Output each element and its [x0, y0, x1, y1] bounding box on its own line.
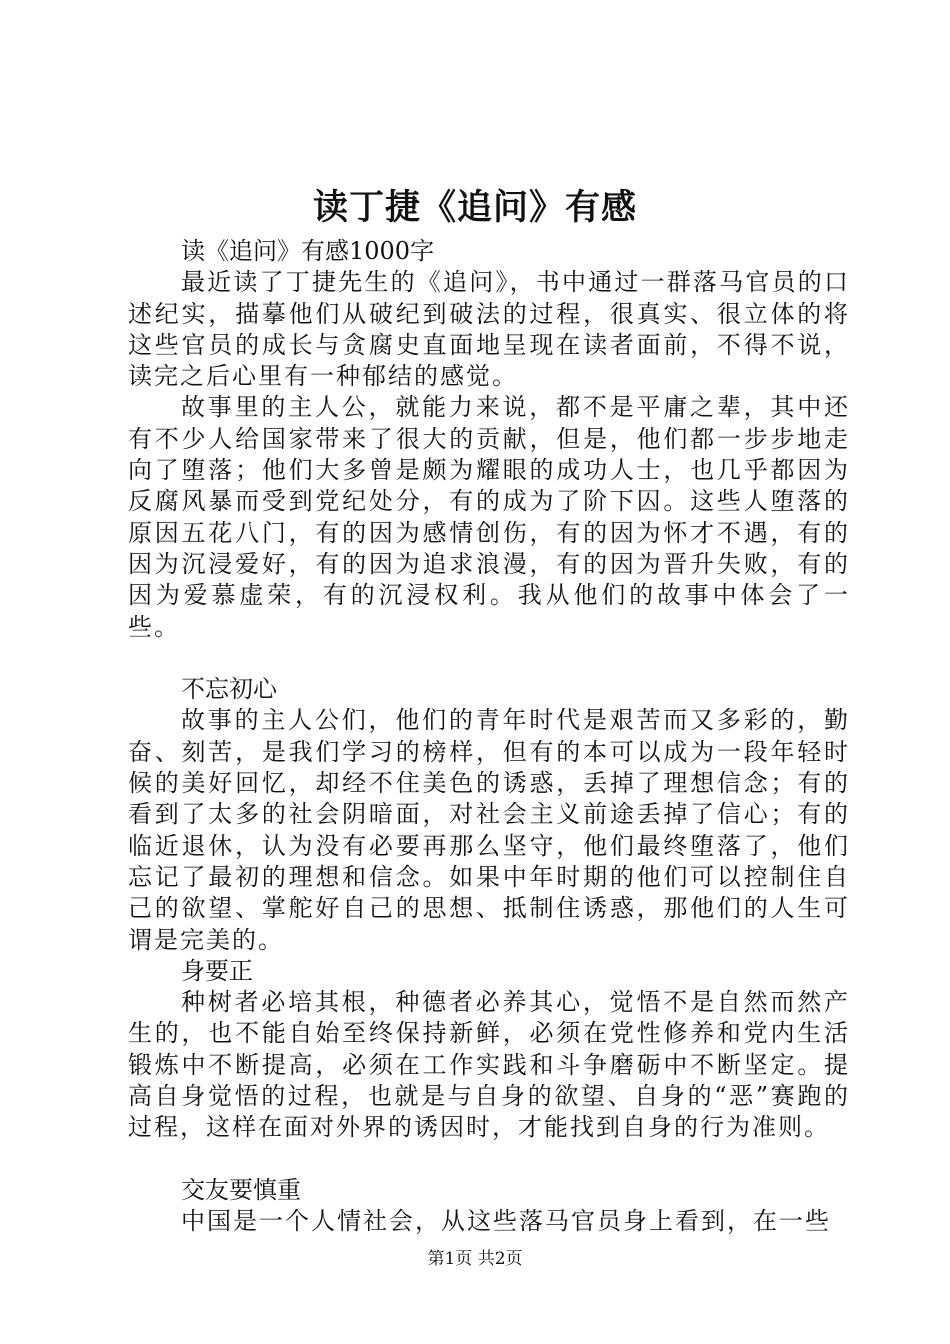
section-heading-original-aspiration: 不忘初心: [181, 675, 277, 704]
paragraph-careful-friendship: 中国是一个人情社会，从这些落马官员身上看到，在一些: [181, 1207, 831, 1236]
section-heading-upright-conduct: 身要正: [181, 956, 253, 985]
page-footer: 第1页 共2页: [427, 1249, 523, 1269]
document-body: [128, 236, 850, 1238]
paragraph-gap: [128, 643, 850, 674]
section-heading-careful-friendship: 交友要慎重: [181, 1175, 301, 1204]
paragraph-intro: 最近读了丁捷先生的《追问》，书中通过一群落马官员的口述纪实，描摹他们从破纪到破法的过程，很真实、很立体的将这些官员的成长与贪腐史直面地呈现在读者面前，不得不说，读完之后心里有一种郁结的感觉。: [128, 268, 850, 391]
document-subtitle: 读《追问》有感1000字: [181, 237, 435, 265]
paragraph-original-aspiration: 故事的主人公们，他们的青年时代是艰苦而又多彩的，勤奋、刻苦，是我们学习的榜样，但有的本可以成为一段年轻时候的美好回忆，却经不住美色的诱惑，丢掉了理想信念；有的看到了太多的社会阴暗面，对社会主义前途丢掉了信心；有的临近退休，认为没有必要再那么坚守，他们最终堕落了，他们忘记了最初的理想和信念。如果中年时期的他们可以控制住自己的欲望、掌舵好自己的思想、抵制住诱惑，那他们的人生可谓是完美的。: [128, 706, 850, 954]
paragraph-upright-conduct: 种树者必培其根，种德者必养其心，觉悟不是自然而然产生的，也不能自始至终保持新鲜，必须在党性修养和党内生活锻炼中不断提高，必须在工作实践和斗争磨砺中不断坚定。提高自身觉悟的过程，也就是与自身的欲望、自身的“恶”赛跑的过程，这样在面对外界的诱因时，才能找到自身的行为准则。: [128, 988, 850, 1142]
paragraph-gap: [128, 1144, 850, 1175]
document-title: 读丁捷《追问》有感: [312, 187, 637, 228]
paragraph-protagonists: 故事里的主人公，就能力来说，都不是平庸之辈，其中还有不少人给国家带来了很大的贡献，但是，他们都一步步地走向了堕落；他们大多曾是颇为耀眼的成功人士，也几乎都因为反腐风暴而受到党纪处分，有的成为了阶下囚。这些人堕落的原因五花八门，有的因为感情创伤，有的因为怀才不遇，有的因为沉浸爱好，有的因为追求浪漫，有的因为晋升失败，有的因为爱慕虚荣，有的沉浸权利。我从他们的故事中体会了一些。: [128, 393, 850, 641]
